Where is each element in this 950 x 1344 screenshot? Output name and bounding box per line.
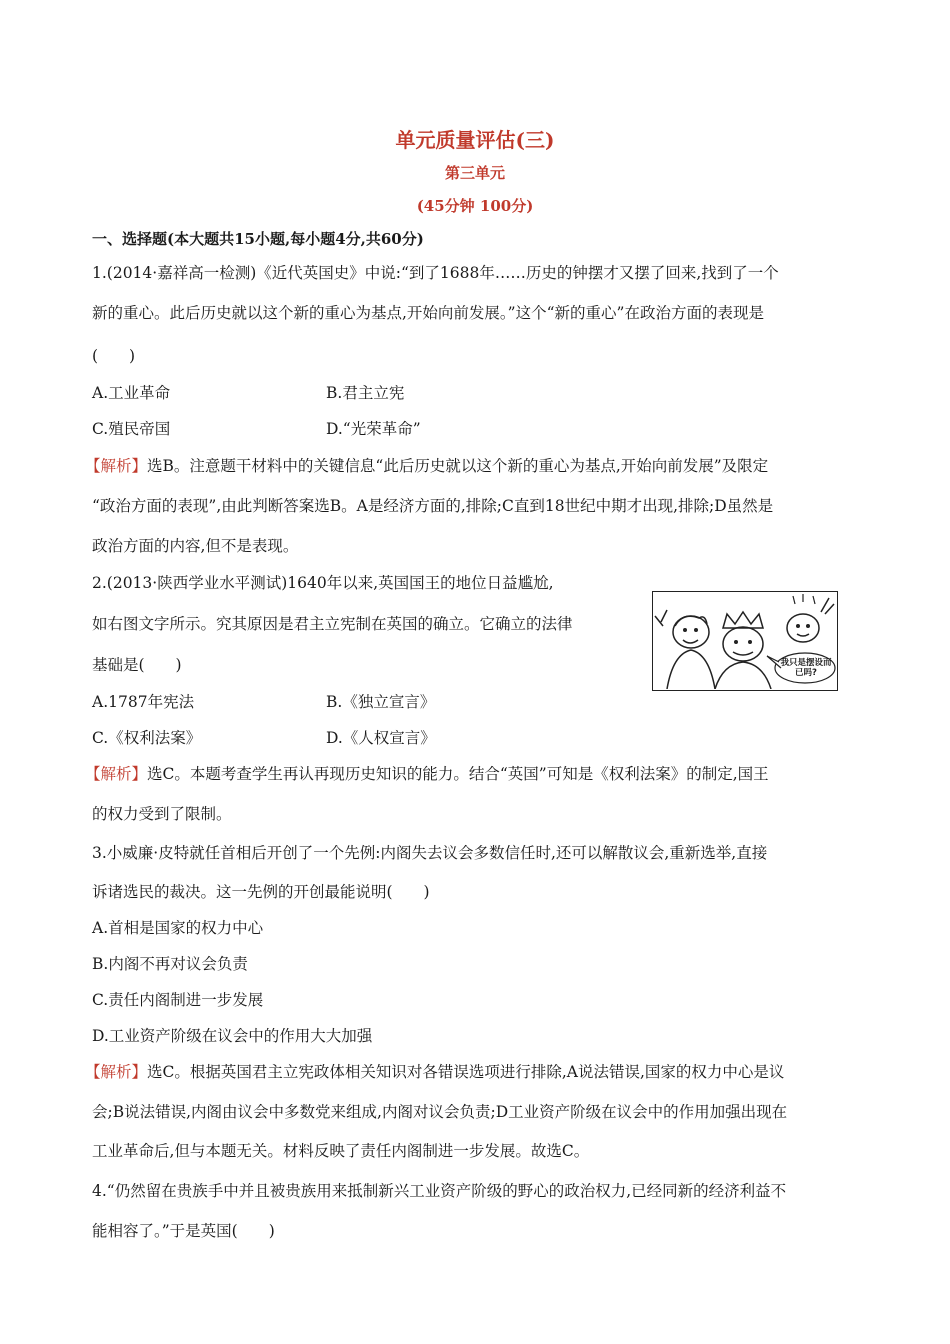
q1-analysis-line-3: 政治方面的内容,但不是表现。	[92, 537, 299, 555]
q2-option-a: A.1787年宪法	[92, 693, 195, 711]
q2-stem-line-2: 如右图文字所示。究其原因是君主立宪制在英国的确立。它确立的法律	[92, 615, 573, 633]
q2-analysis-text-1: 选C。本题考查学生再认再现历史知识的能力。结合“英国”可知是《权利法案》的制定,国王	[147, 765, 769, 783]
q3-analysis-text-1: 选C。根据英国君主立宪政体相关知识对各错误选项进行排除,A说法错误,国家的权力中心是议	[147, 1063, 785, 1081]
q3-option-b: B.内阁不再对议会负责	[92, 955, 248, 973]
q1-analysis-line-1	[85, 455, 768, 477]
q2-stem-line-3: 基础是( )	[92, 656, 182, 674]
exam-meta: (45分钟 100分)	[416, 197, 534, 215]
q4-stem-line-2: 能相容了。”于是英国( )	[92, 1222, 275, 1240]
section-heading: 一、选择题(本大题共15小题,每小题4分,共60分)	[92, 230, 424, 248]
q1-option-c: C.殖民帝国	[92, 420, 171, 438]
q1-option-a: A.工业革命	[92, 384, 171, 402]
q2-option-c: C.《权利法案》	[92, 729, 202, 747]
q1-analysis-line-2: “政治方面的表现”,由此判断答案选B。A是经济方面的,排除;C直到18世纪中期才出现,排除;D虽然是	[92, 497, 774, 515]
analysis-tag: 【解析】	[85, 457, 148, 475]
q2-analysis-line-2: 的权力受到了限制。	[92, 805, 232, 823]
q3-stem-line-1: 3.小威廉·皮特就任首相后开创了一个先例:内阁失去议会多数信任时,还可以解散议会,重新选举,直接	[92, 844, 768, 862]
q1-stem-line-2: 新的重心。此后历史就以这个新的重心为基点,开始向前发展。”这个“新的重心”在政治方面的表现是	[92, 304, 764, 322]
q1-analysis-text-1: 选B。注意题干材料中的关键信息“此后历史就以这个新的重心为基点,开始向前发展”及限定	[147, 457, 769, 475]
q1-option-d: D.“光荣革命”	[326, 420, 421, 438]
q1-stem-line-3: ( )	[92, 347, 136, 365]
q4-stem-line-1: 4.“仍然留在贵族手中并且被贵族用来抵制新兴工业资产阶级的野心的政治权力,已经同新的经济利益不	[92, 1182, 787, 1200]
q1-option-b: B.君主立宪	[326, 384, 405, 402]
q3-stem-line-2: 诉诸选民的裁决。这一先例的开创最能说明( )	[92, 883, 430, 901]
q3-analysis-line-1	[85, 1061, 784, 1083]
q3-option-a: A.首相是国家的权力中心	[92, 919, 264, 937]
q3-option-c: C.责任内阁制进一步发展	[92, 991, 264, 1009]
q2-stem-line-1: 2.(2013·陕西学业水平测试)1640年以来,英国国王的地位日益尴尬,	[92, 574, 554, 592]
q3-analysis-line-2: 会;B说法错误,内阁由议会中多数党来组成,内阁对议会负责;D工业资产阶级在议会中的作用加强出现在	[92, 1103, 788, 1121]
cartoon-speech-text: 我只是摆设而已吗?	[780, 658, 832, 678]
analysis-tag: 【解析】	[85, 1063, 148, 1081]
q3-option-d: D.工业资产阶级在议会中的作用大大加强	[92, 1027, 373, 1045]
q2-option-b: B.《独立宣言》	[326, 693, 436, 711]
q1-stem-line-1: 1.(2014·嘉祥高一检测)《近代英国史》中说:“到了1688年……历史的钟摆才又摆了回来,找到了一个	[92, 264, 779, 282]
unit-subtitle: 第三单元	[444, 164, 505, 182]
page-title: 单元质量评估(三)	[395, 128, 555, 152]
q3-analysis-line-3: 工业革命后,但与本题无关。材料反映了责任内阁制进一步发展。故选C。	[92, 1142, 590, 1160]
analysis-tag: 【解析】	[85, 765, 148, 783]
q2-option-d: D.《人权宣言》	[326, 729, 436, 747]
king-cartoon-image	[652, 591, 838, 691]
q2-analysis-line-1	[85, 763, 769, 785]
